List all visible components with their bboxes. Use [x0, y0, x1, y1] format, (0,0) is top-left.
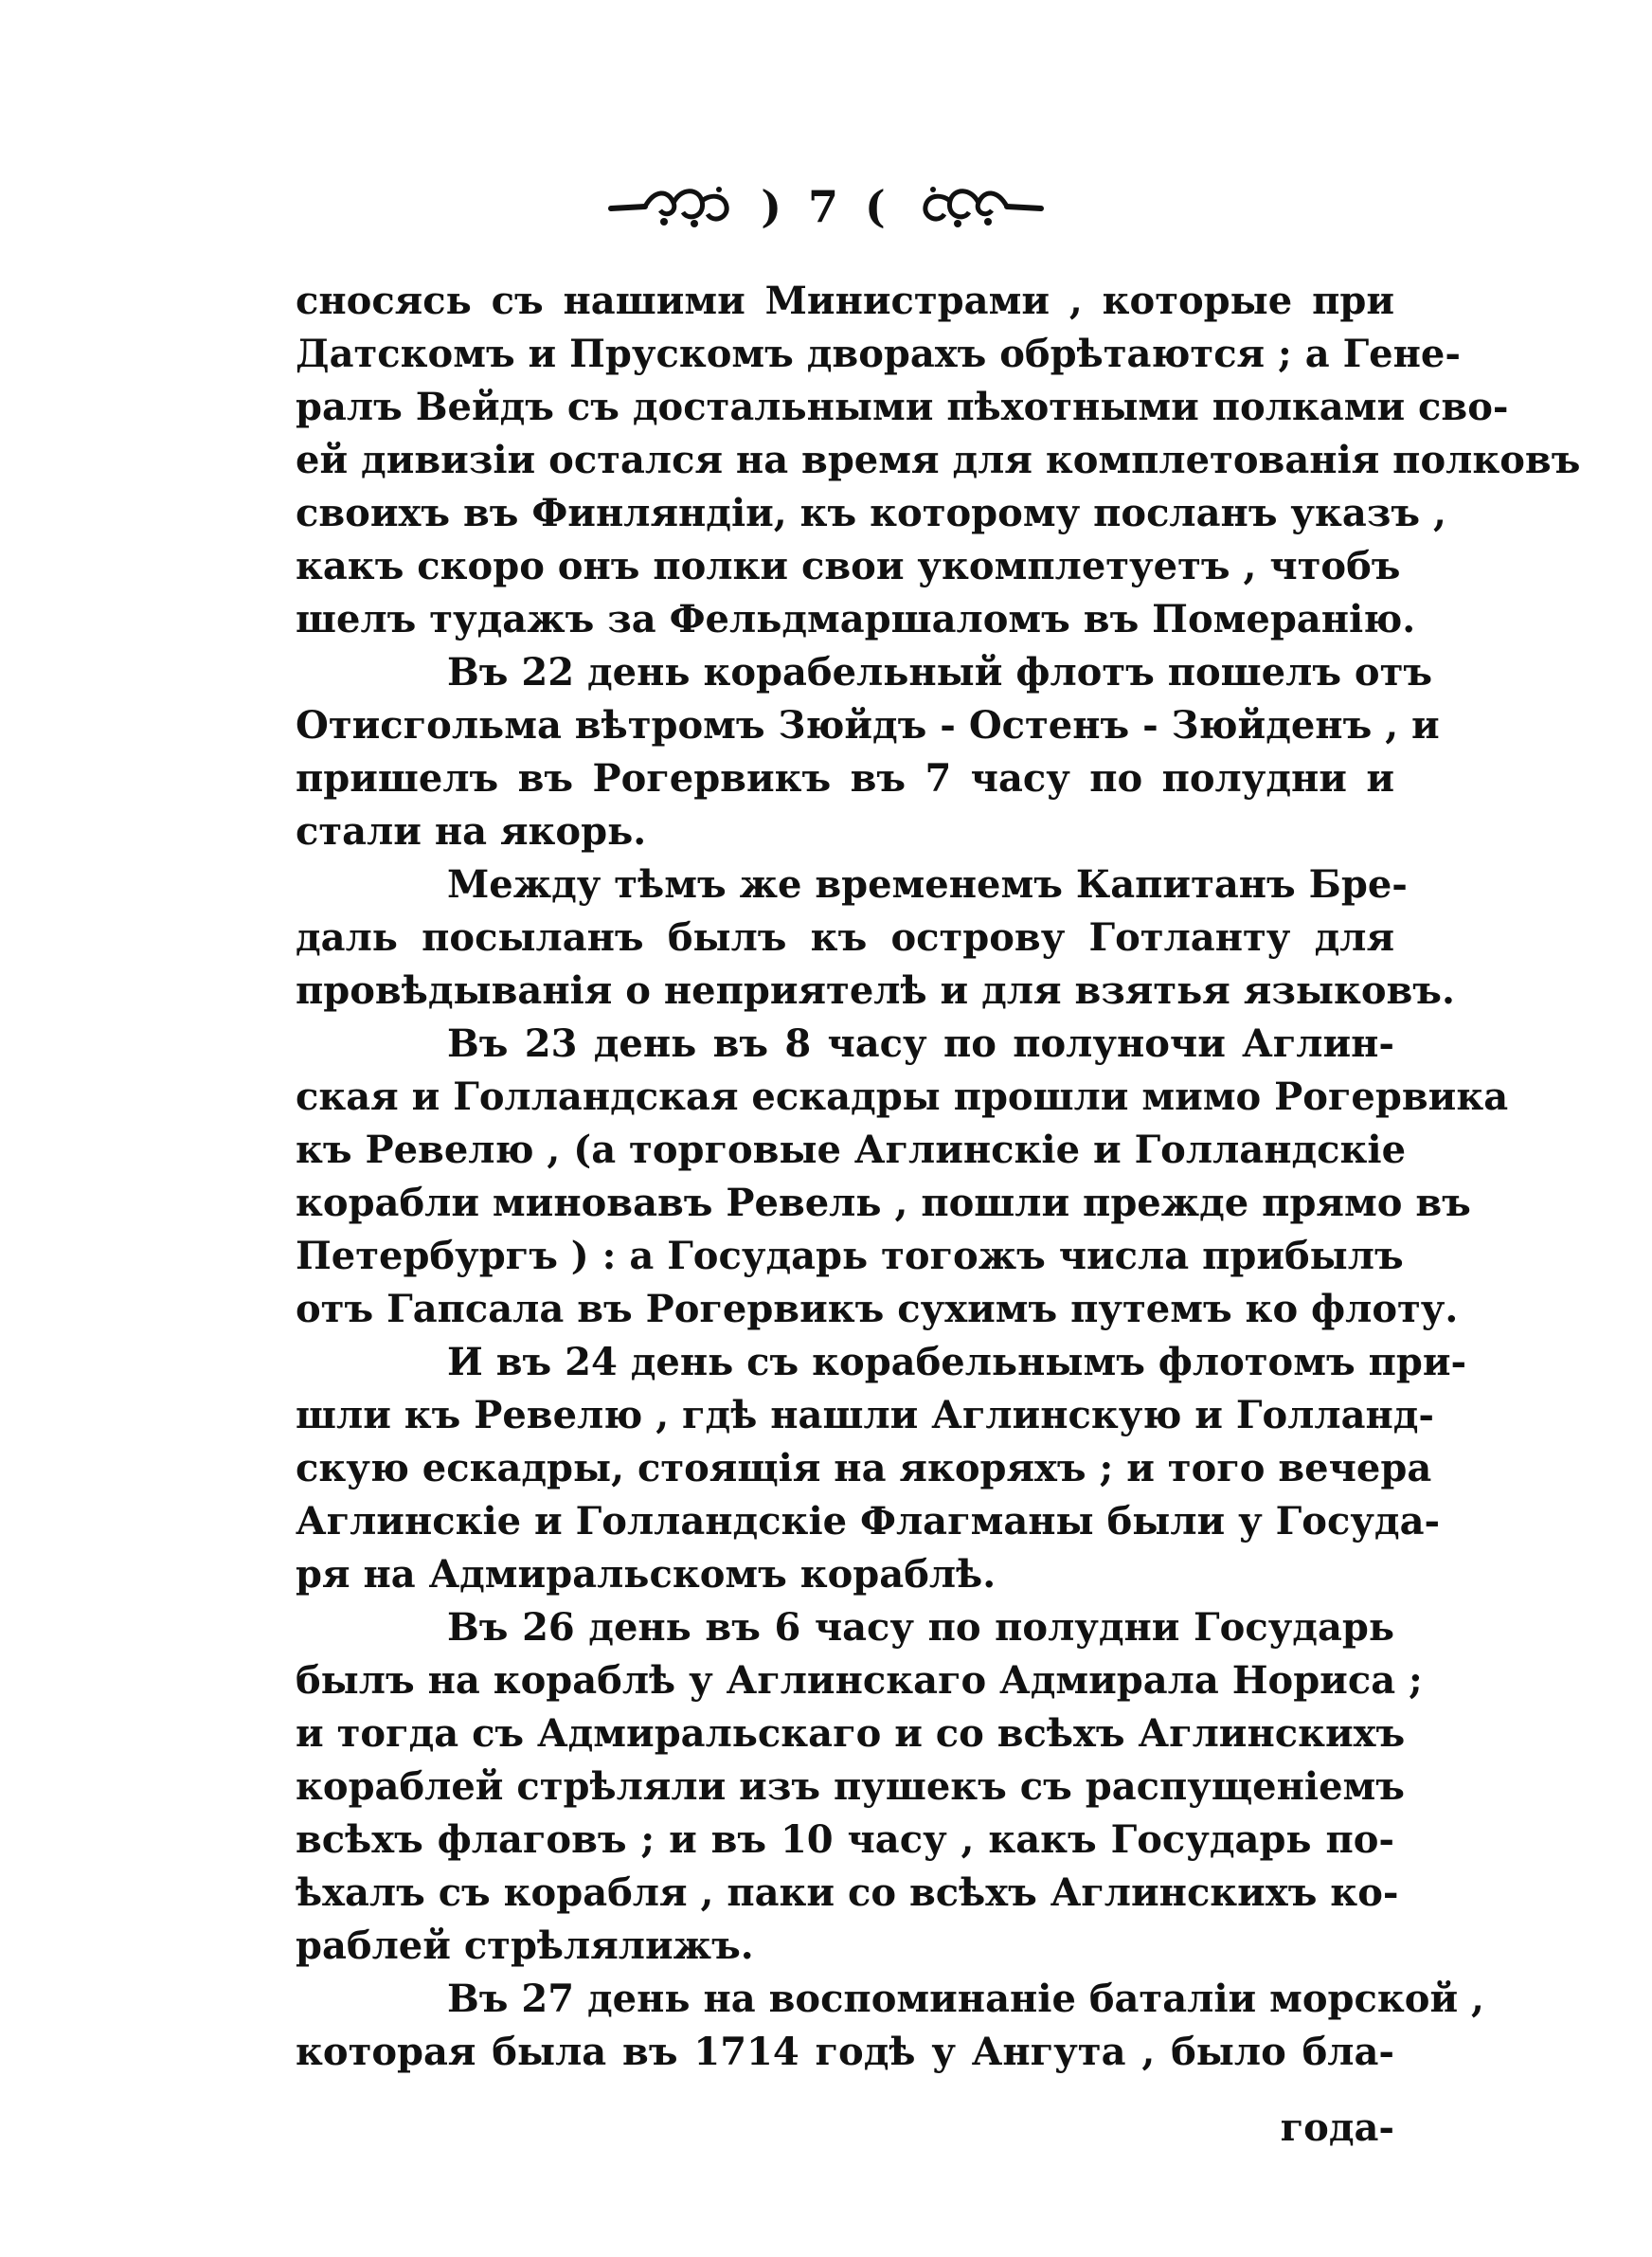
text-line: Въ 26 день въ 6 часу по полудни Государь: [447, 1605, 1394, 1650]
text-line: кораблей стрѣляли изъ пушекъ съ распущеніемъ: [296, 1764, 1405, 1809]
text-line: провѣдыванія о неприятелѣ и для взятья языковъ.: [296, 968, 1455, 1013]
text-line: которая была въ 1714 годѣ у Ангута , было бла-: [296, 2030, 1394, 2074]
text-line: стали на якорь.: [296, 809, 647, 854]
text-line: ря на Адмиральскомъ кораблѣ.: [296, 1552, 997, 1597]
page-number: ) 7 (: [761, 181, 891, 232]
fleuron-ornament-right-icon: [912, 184, 1045, 229]
text-line: ская и Голландская ескадры прошли мимо Рогервика: [296, 1074, 1509, 1119]
text-line: шелъ тудажъ за Фельдмаршаломъ въ Померанію.: [296, 597, 1416, 641]
text-line: ей дивизіи остался на время для комплетованія полковъ: [296, 438, 1581, 482]
text-line: былъ на кораблѣ у Аглинскаго Адмирала Нориса ;: [296, 1658, 1423, 1703]
text-line: шли къ Ревелю , гдѣ нашли Аглинскую и Голланд-: [296, 1393, 1435, 1437]
text-line: сносясь съ нашими Министрами , которые при: [296, 279, 1394, 323]
text-line: какъ скоро онъ полки свои укомплетуетъ , чтобъ: [296, 544, 1401, 588]
text-line: скую ескадры, стоящія на якоряхъ ; и того вечера: [296, 1446, 1432, 1490]
text-line: своихъ въ Финляндіи, къ которому посланъ указъ ,: [296, 491, 1446, 535]
text-line: Отисгольма вѣтромъ Зюйдъ - Остенъ - Зюйденъ , и: [296, 703, 1440, 748]
text-line: корабли миновавъ Ревель , пошли прежде прямо въ: [296, 1181, 1471, 1225]
text-line: пришелъ въ Рогервикъ въ 7 часу по полудни и: [296, 756, 1394, 801]
body-text: [296, 275, 1581, 2079]
text-line: къ Ревелю , (а торговые Аглинскіе и Голландскіе: [296, 1128, 1407, 1172]
text-line: ралъ Вейдъ съ достальными пѣхотными полками сво-: [296, 385, 1509, 429]
text-line: Въ 22 день корабельный флотъ пошелъ отъ: [447, 650, 1433, 695]
text-line: даль посыланъ былъ къ острову Готланту для: [296, 915, 1394, 960]
catchword: года-: [1280, 2105, 1394, 2150]
text-line: Въ 23 день въ 8 часу по полуночи Аглин-: [447, 1021, 1394, 1066]
text-line: Петербургъ ) : а Государь тогожъ числа прибылъ: [296, 1234, 1404, 1278]
text-line: Датскомъ и Прускомъ дворахъ обрѣтаются ; а Гене-: [296, 332, 1461, 376]
text-line: Между тѣмъ же временемъ Капитанъ Бре-: [447, 862, 1408, 907]
text-line: отъ Гапсала въ Рогервикъ сухимъ путемъ ко флоту.: [296, 1287, 1459, 1331]
text-line: раблей стрѣлялижъ.: [296, 1923, 754, 1968]
text-line: ѣхалъ съ корабля , паки со всѣхъ Аглинскихъ ко-: [296, 1870, 1399, 1915]
text-line: И въ 24 день съ корабельнымъ флотомъ при-: [447, 1340, 1467, 1384]
text-line: и тогда съ Адмиральскаго и со всѣхъ Аглинскихъ: [296, 1711, 1406, 1756]
page-header: [0, 169, 1652, 244]
text-line: всѣхъ флаговъ ; и въ 10 часу , какъ Государь по-: [296, 1817, 1394, 1862]
text-line: Аглинскіе и Голландскіе Флагманы были у Госуда-: [296, 1499, 1441, 1544]
text-line: Въ 27 день на воспоминаніе баталіи морской ,: [447, 1977, 1484, 2021]
fleuron-ornament-left-icon: [607, 184, 740, 229]
